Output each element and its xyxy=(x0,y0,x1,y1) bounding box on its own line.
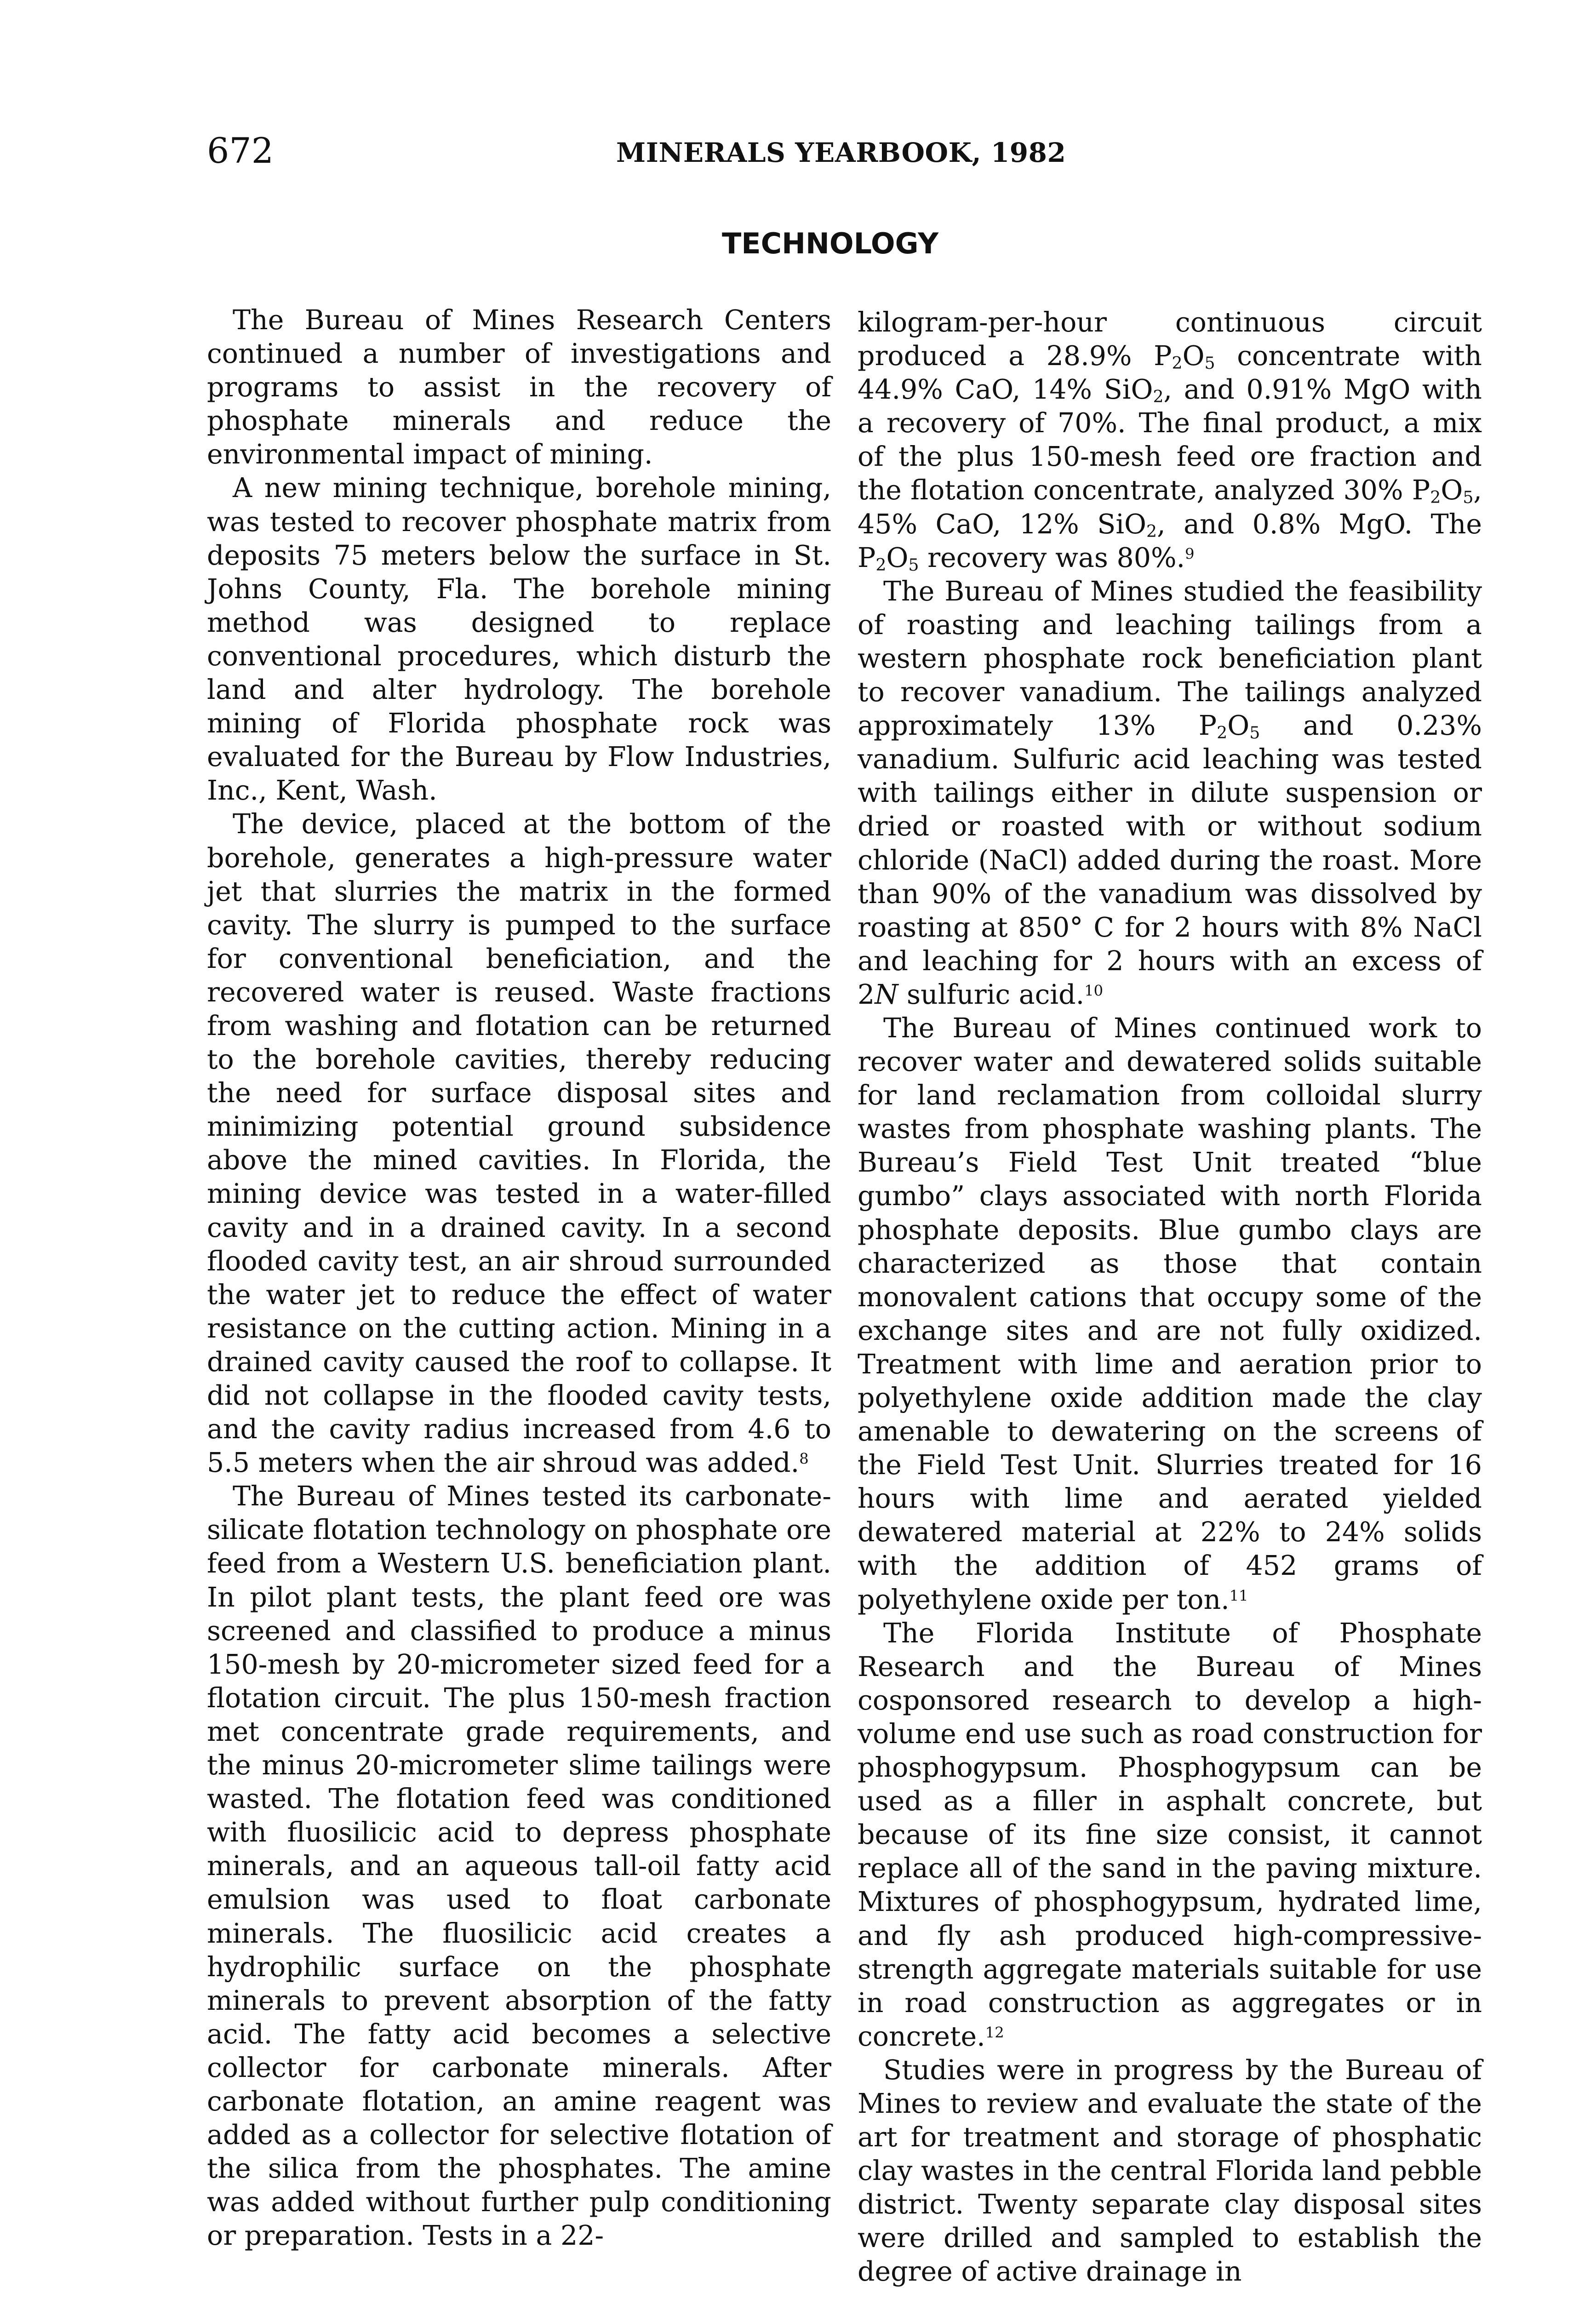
right-column xyxy=(858,306,1482,2289)
text-run: The Bureau of Mines studied the feasibility of roasting and leaching tailings from a western phosphate rock beneficiation plant to recover vanadium. The tailings analyzed approximately 13% P xyxy=(858,575,1482,742)
text-run: , 45% CaO, 12% SiO xyxy=(858,475,1482,540)
text-run: O xyxy=(1182,340,1205,372)
subscript: 5 xyxy=(908,555,919,575)
paragraph-phosphogypsum xyxy=(858,1617,1482,2053)
footnote-ref: 8 xyxy=(799,1450,809,1468)
subscript: 2 xyxy=(1146,521,1157,541)
paragraph-text: Studies were in progress by the Bureau of Mines to review and evaluate the state of the art for treatment and storage of phosphatic clay wastes in the central Florida land pebble district. Twenty separate clay disposal sites were drilled and sampled to establish the degree of active drainage in xyxy=(858,2054,1482,2288)
paragraph-clay-wastes xyxy=(858,2053,1482,2289)
normality-italic: N xyxy=(875,978,898,1010)
paragraph-borehole-mining xyxy=(207,471,831,807)
paragraph-text: The Bureau of Mines continued work to recover water and dewatered solids suitable for land reclamation from colloidal slurry wastes from phosphate washing plants. The Bureau’s Field Test Unit treated “blue gumbo” clays associated with north Florida phosphate deposits. Blue gumbo clays are characterized as those that contain monovalent cations that occupy some of the exchange sites and are not fully oxidized. Treatment with lime and aeration prior to polyethylene oxide addition made the clay amenable to dewatering on the screens of the Field Test Unit. Slurries treated for 16 hours with lime and aerated yielded dewatered material at 22% to 24% solids with the addition of 452 grams of polyethylene oxide per ton. xyxy=(858,1012,1482,1615)
text-run: O xyxy=(1441,475,1463,506)
paragraph-text: The Bureau of Mines Research Centers continued a number of investigations and programs to assist in the recovery of phosphate minerals and reduce the environmental impact of mining. xyxy=(207,304,831,470)
text-run: , and 0.8% MgO. The P xyxy=(858,508,1482,573)
text-run: O xyxy=(886,542,909,573)
text-run: concentrate with 44.9% CaO, 14% SiO xyxy=(858,340,1482,406)
text-run: sulfuric acid. xyxy=(898,978,1085,1010)
subscript: 2 xyxy=(1217,723,1228,743)
subscript: 2 xyxy=(875,555,887,575)
subscript: 2 xyxy=(1430,487,1441,508)
text-run: O xyxy=(1227,710,1250,742)
paragraph-clay-dewatering xyxy=(858,1012,1482,1617)
footnote-ref: 11 xyxy=(1229,1586,1248,1604)
text-run: and 0.23% vanadium. Sulfuric acid leaching was tested with tailings either in dilute suspension or dried or roasted with or without sodium chloride (NaCl) added during the roast. More than 90% of the vanadium was dissolved by roasting at 850° C for 2 hours with 8% NaCl and leaching for 2 hours with an excess of 2 xyxy=(858,710,1482,1010)
subscript: 2 xyxy=(1172,353,1183,373)
running-head: MINERALS YEARBOOK, 1982 xyxy=(616,137,1066,168)
text-run: recovery was 80%. xyxy=(919,542,1185,573)
text-run: kilogram-per-hour continuous circuit produced a 28.9% P xyxy=(858,307,1482,372)
footnote-ref: 12 xyxy=(985,2024,1004,2042)
page-number: 672 xyxy=(207,130,274,171)
footnote-ref: 9 xyxy=(1185,544,1195,562)
footnote-ref: 10 xyxy=(1084,982,1104,1000)
paragraph-flotation xyxy=(207,1480,831,2253)
paragraph-vanadium xyxy=(858,575,1482,1012)
paragraph-text: The device, placed at the bottom of the borehole, generates a high-pressure water jet that slurries the matrix in the formed cavity. The slurry is pumped to the surface for conventional beneficiation, and the recovered water is reused. Waste fractions from washing and flotation can be returned to the borehole cavities, thereby reducing the need for surface disposal sites and minimizing potential ground subsidence above the mined cavities. In Florida, the mining device was tested in a water-filled cavity and in a drained cavity. In a second flooded cavity test, an air shroud surrounded the water jet to reduce the effect of water resistance on the cutting action. Mining in a drained cavity caused the roof to collapse. It did not collapse in the flooded cavity tests, and the cavity radius increased from 4.6 to 5.5 meters when the air shroud was added. xyxy=(207,808,831,1479)
subscript: 5 xyxy=(1204,353,1215,373)
text-run: , and 0.91% MgO with a recovery of 70%. The final product, a mix of the plus 150-mesh feed ore fraction and the flotation concentrate, analyzed 30% P xyxy=(858,374,1482,506)
paragraph-text: The Bureau of Mines tested its carbonate-silicate flotation technology on phosphate ore feed from a Western U.S. beneficiation plant. In pilot plant tests, the plant feed ore was screened and classified to produce a minus 150-mesh by 20-micrometer sized feed for a flotation circuit. The plus 150-mesh fraction met concentrate grade requirements, and the minus 20-micrometer slime tailings were wasted. The flotation feed was conditioned with fluosilicic acid to depress phosphate minerals, and an aqueous tall-oil fatty acid emulsion was used to float carbonate minerals. The fluosilicic acid creates a hydrophilic surface on the phosphate minerals to prevent absorption of the fatty acid. The fatty acid becomes a selective collector for carbonate minerals. After carbonate flotation, an amine reagent was added as a collector for selective flotation of the silica from the phosphates. The amine was added without further pulp conditioning or preparation. Tests in a 22- xyxy=(207,1481,831,2252)
section-title: TECHNOLOGY xyxy=(722,227,939,260)
subscript: 2 xyxy=(1153,387,1164,407)
paragraph-intro xyxy=(207,303,831,471)
subscript: 5 xyxy=(1249,723,1260,743)
paragraph-device xyxy=(207,807,831,1480)
left-column xyxy=(207,303,831,2253)
paragraph-text: A new mining technique, borehole mining, was tested to recover phosphate matrix from deposits 75 meters below the surface in St. Johns County, Fla. The borehole mining method was designed to replace conventional procedures, which disturb the land and alter hydrology. The borehole mining of Florida phosphate rock was evaluated for the Bureau by Flow Industries, Inc., Kent, Wash. xyxy=(207,472,831,806)
paragraph-flotation-continued xyxy=(858,306,1482,575)
subscript: 5 xyxy=(1463,487,1474,508)
paragraph-text: The Florida Institute of Phosphate Research and the Bureau of Mines cosponsored research to develop a high-volume end use such as road construction for phosphogypsum. Phosphogypsum can be used as a filler in asphalt concrete, but because of its fine size consist, it cannot replace all of the sand in the paving mixture. Mixtures of phosphogypsum, hydrated lime, and fly ash produced high-compressive-strength aggregate materials suitable for use in road construction as aggregates or in concrete. xyxy=(858,1617,1482,2052)
